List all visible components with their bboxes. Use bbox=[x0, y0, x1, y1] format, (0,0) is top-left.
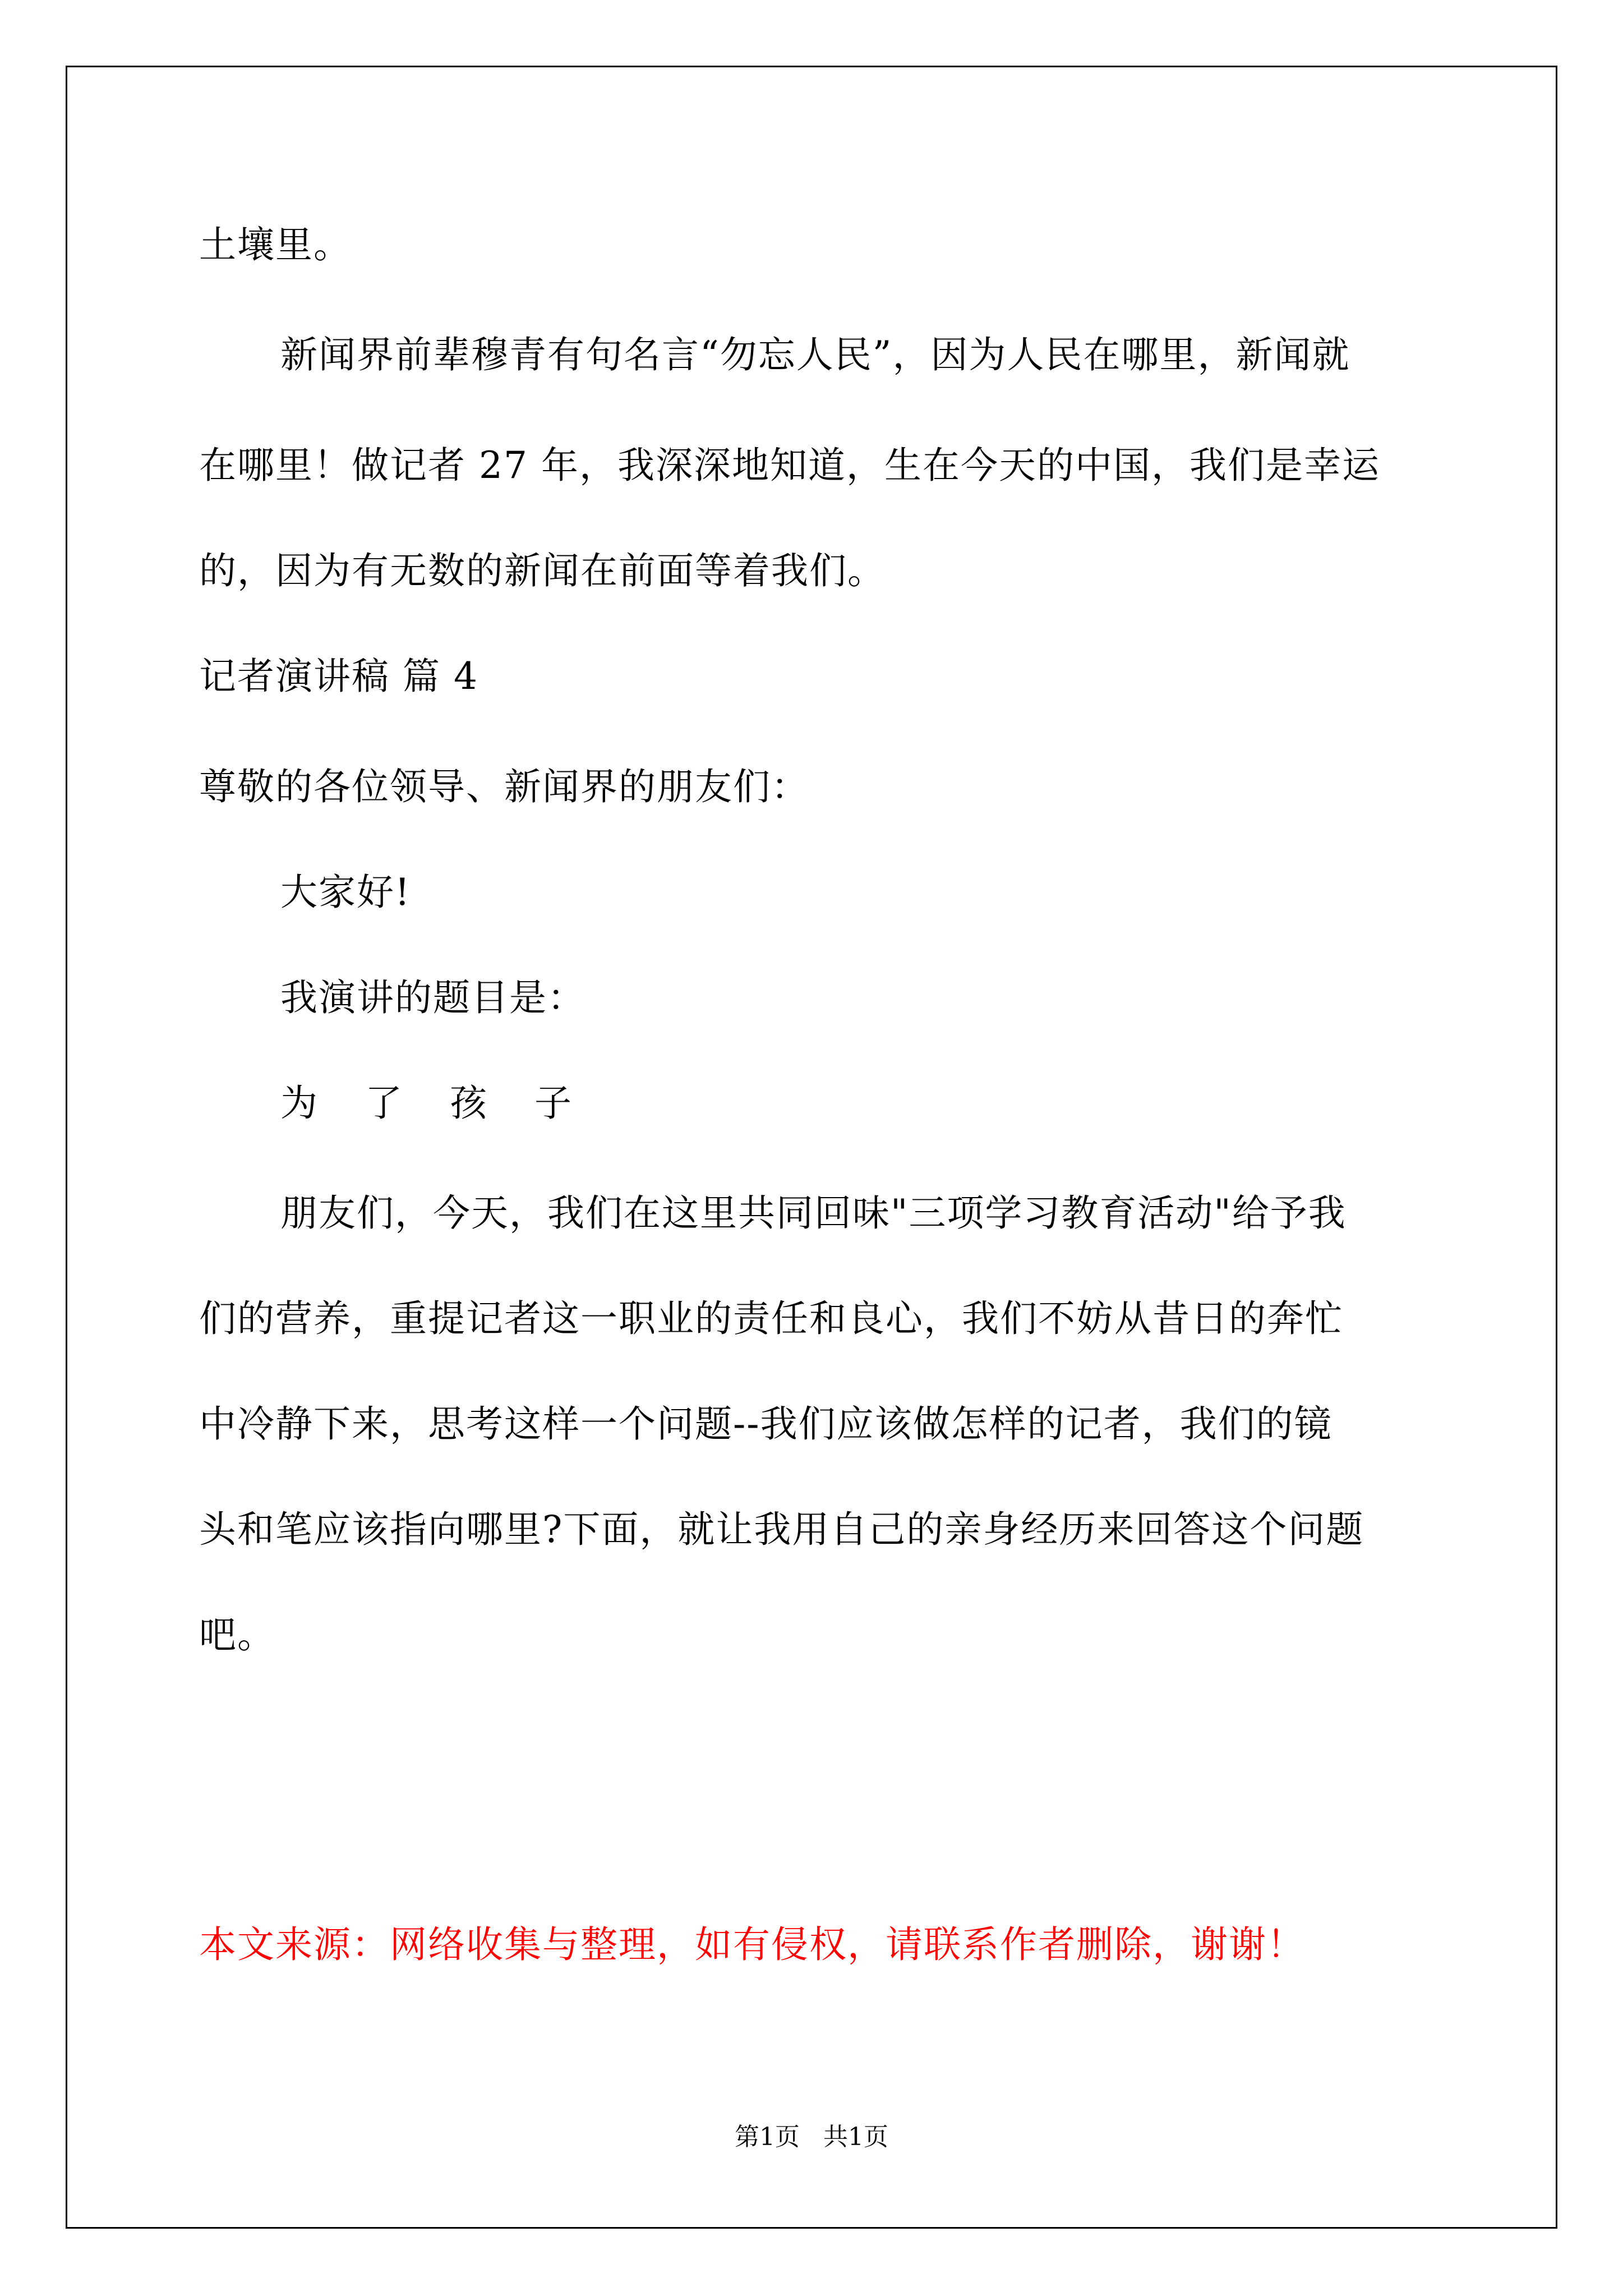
source-note: 本文来源：网络收集与整理，如有侵权，请联系作者删除，谢谢！ bbox=[199, 1923, 1305, 1966]
paragraph-line: 吧。 bbox=[199, 1613, 275, 1657]
paragraph-line: 们的营养，重提记者这一职业的责任和良心，我们不妨从昔日的奔忙 bbox=[199, 1297, 1343, 1340]
paragraph-line: 土壤里。 bbox=[199, 223, 352, 266]
paragraph-line: 朋友们，今天，我们在这里共同回味"三项学习教育活动"给予我 bbox=[280, 1191, 1347, 1235]
greeting: 大家好! bbox=[280, 871, 411, 914]
paragraph-line: 新闻界前辈穆青有句名言“勿忘人民”，因为人民在哪里，新闻就 bbox=[280, 333, 1350, 376]
section-heading: 记者演讲稿 篇 4 bbox=[199, 655, 478, 698]
speech-topic-intro: 我演讲的题目是： bbox=[280, 976, 585, 1019]
paragraph-line: 中冷静下来，思考这样一个问题--我们应该做怎样的记者，我们的镜 bbox=[199, 1402, 1332, 1446]
salutation: 尊敬的各位领导、新闻界的朋友们： bbox=[199, 765, 809, 808]
speech-title: 为 了 孩 子 bbox=[280, 1082, 589, 1125]
paragraph-line: 在哪里！做记者 27 年，我深深地知道，生在今天的中国，我们是幸运 bbox=[199, 444, 1380, 487]
page-border bbox=[66, 66, 1557, 2229]
page-footer: 第1页 共1页 bbox=[735, 2123, 888, 2151]
paragraph-line: 的，因为有无数的新闻在前面等着我们。 bbox=[199, 549, 886, 592]
paragraph-line: 头和笔应该指向哪里?下面，就让我用自己的亲身经历来回答这个问题 bbox=[199, 1508, 1364, 1551]
